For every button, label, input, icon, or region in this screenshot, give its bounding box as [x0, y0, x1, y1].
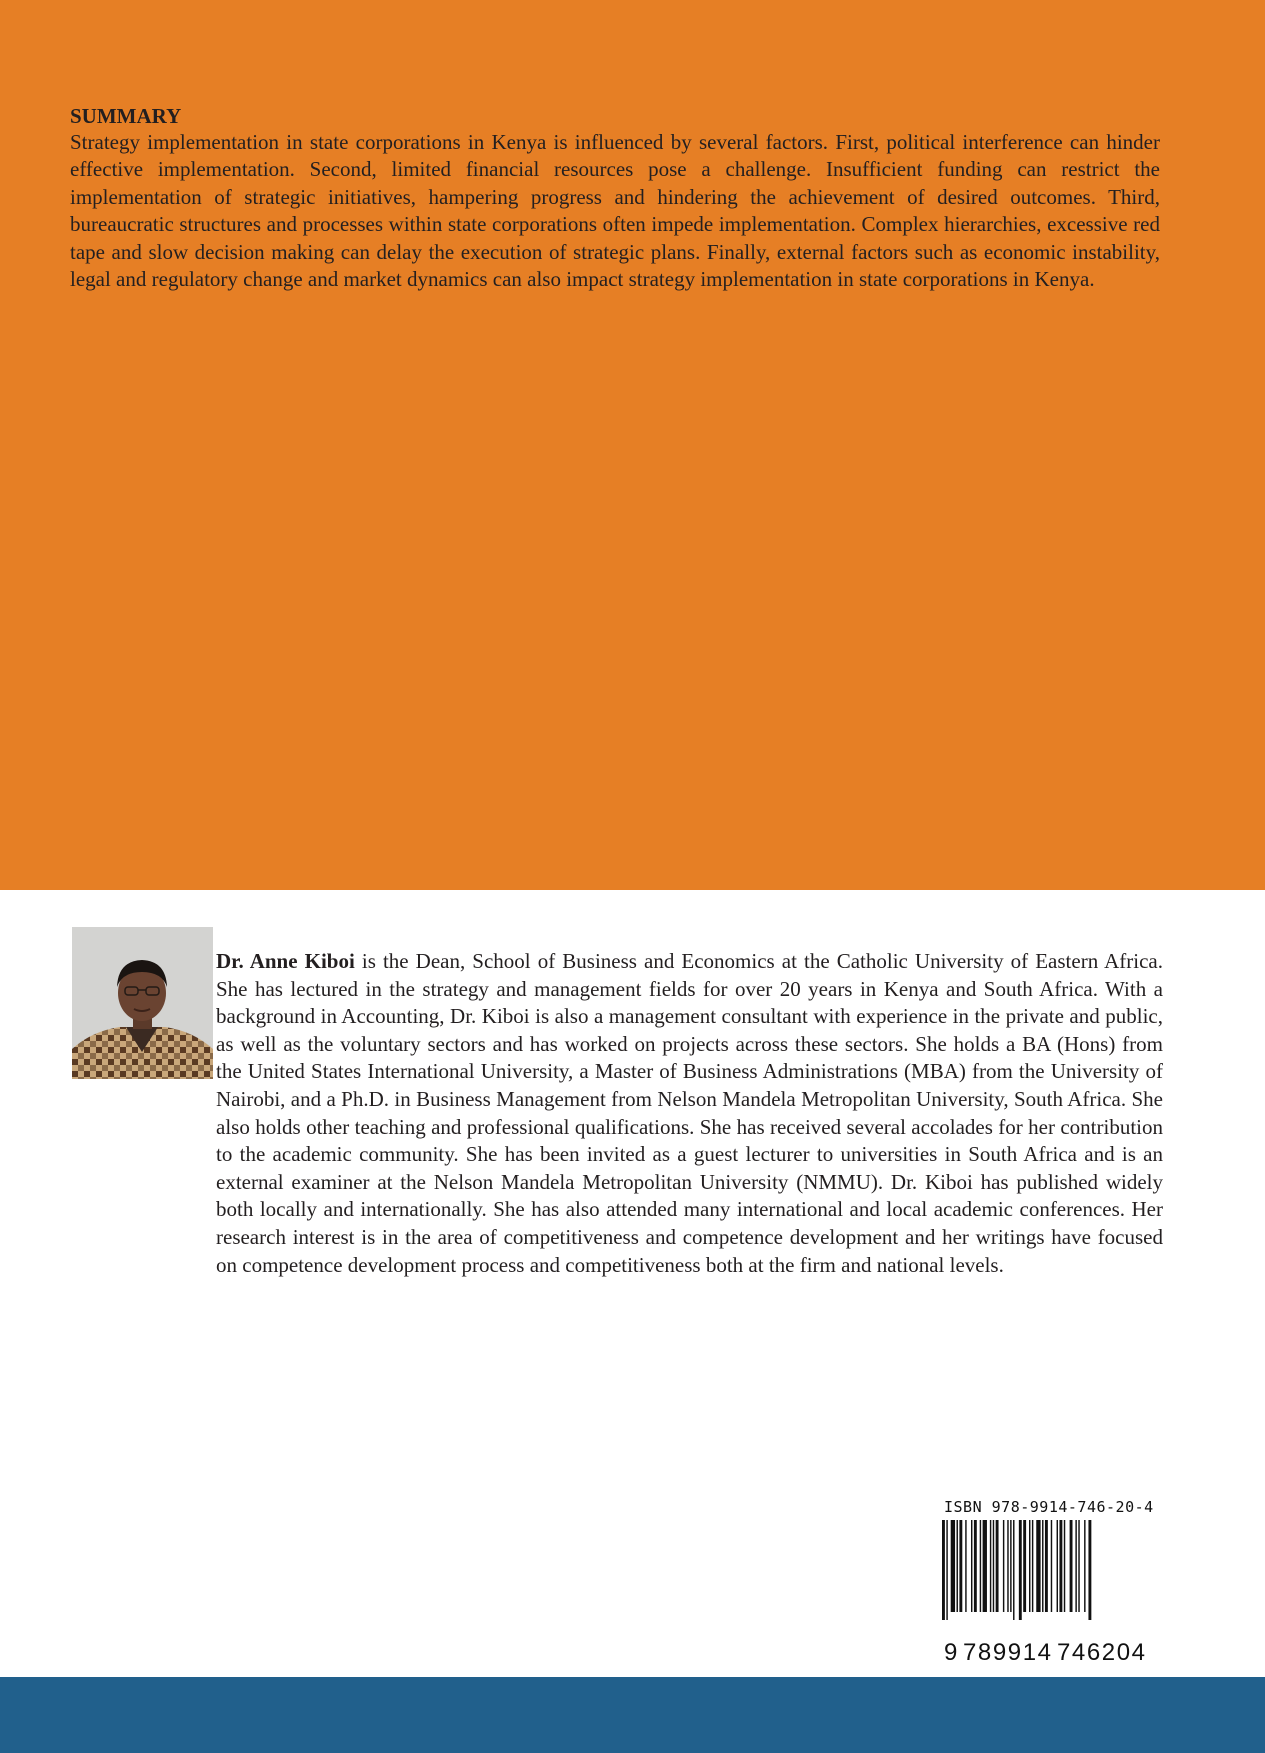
barcode-bar — [1032, 1520, 1033, 1612]
author-photo — [72, 927, 213, 1079]
barcode-bar — [1059, 1520, 1062, 1612]
barcode-bar — [1010, 1520, 1011, 1612]
barcode-bar — [1084, 1520, 1085, 1612]
barcode-bar — [942, 1520, 945, 1620]
isbn-barcode — [940, 1520, 1150, 1620]
barcode-bar — [965, 1520, 966, 1612]
summary-heading: SUMMARY — [70, 104, 182, 128]
barcode-bar — [957, 1520, 958, 1612]
barcode-bar — [1078, 1520, 1079, 1612]
barcode-bar — [974, 1520, 977, 1612]
author-bio — [216, 948, 1163, 1279]
barcode-bar — [1057, 1520, 1058, 1612]
barcode-bar — [1042, 1520, 1043, 1612]
barcode-bar — [1023, 1520, 1026, 1612]
barcode-bar — [983, 1520, 987, 1612]
barcode-bar — [1064, 1520, 1065, 1612]
barcode-bar — [990, 1520, 991, 1612]
barcode-bar — [951, 1520, 955, 1612]
barcode-bar — [946, 1520, 947, 1620]
summary-text: Strategy implementation in state corporations in Kenya is influenced by several factors. First, political interference can hinder effective implementation. Second, limited financial resources pose a challenge. Insufficient funding can restrict the implementation of strategic initiatives, hampering progress and hindering the achievement of desired outcomes. Third, bureaucratic structures and processes within state corporations often impede implementation. Complex hierarchies, excessive red tape and slow decision making can delay the execution of strategic plans. Finally, external factors such as economic instability, legal and regulatory change and market dynamics can also impact strategy implementation in state corporations in Kenya. — [70, 130, 1160, 292]
author-name: Dr. Anne Kiboi — [216, 949, 355, 973]
isbn-label: ISBN 978-9914-746-20-4 — [944, 1498, 1154, 1516]
barcode-bar — [1070, 1520, 1073, 1612]
blue-footer-band — [0, 1677, 1265, 1753]
barcode-bar — [1013, 1520, 1014, 1620]
author-portrait-image — [72, 927, 213, 1079]
barcode-right-digits: 746204 — [1057, 1639, 1145, 1666]
barcode-bar — [1045, 1520, 1048, 1612]
summary-section — [70, 103, 1160, 293]
barcode-first-digit: 9 — [944, 1639, 958, 1666]
barcode-bar — [1088, 1520, 1091, 1620]
barcode-bar — [980, 1520, 981, 1612]
barcode-digits — [940, 1630, 1150, 1670]
barcode-bar — [1075, 1520, 1076, 1612]
barcode-bar — [1051, 1520, 1052, 1612]
barcode-left-digits: 789914 — [963, 1639, 1051, 1666]
barcode-bar — [1036, 1520, 1040, 1612]
barcode-bar — [1029, 1520, 1030, 1612]
barcode-bar — [1003, 1520, 1004, 1612]
author-bio-text: is the Dean, School of Business and Economics at the Catholic University of Eastern Africa. She has lectured in the strategy and management fields for over 20 years in Kenya and South Africa. With a background in Accounting, Dr. Kiboi is also a management consultant with experience in the private and public, as well as the voluntary sectors and has worked on projects across these sectors. She holds a BA (Hons) from the United States International University, a Master of Business Administrations (MBA) from the University of Nairobi, and a Ph.D. in Business Management from Nelson Mandela Metropolitan University, South Africa. She also holds other teaching and professional qualifications. She has received several accolades for her contribution to the academic community. She has been invited as a guest lecturer to universities in South Africa and is an external examiner at the Nelson Mandela Metropolitan University (NMMU). Dr. Kiboi has published widely both locally and internationally. She has also attended many international and local academic conferences. Her research interest is in the area of competitiveness and competence development and her writings have focused on competence development process and competitiveness both at the firm and national levels. — [216, 949, 1163, 1277]
barcode-bar — [959, 1520, 962, 1612]
barcode-bar — [996, 1520, 999, 1612]
barcode-bar — [1019, 1520, 1022, 1620]
barcode-bar — [971, 1520, 972, 1612]
barcode-bar — [1007, 1520, 1008, 1612]
barcode-bar — [993, 1520, 994, 1612]
